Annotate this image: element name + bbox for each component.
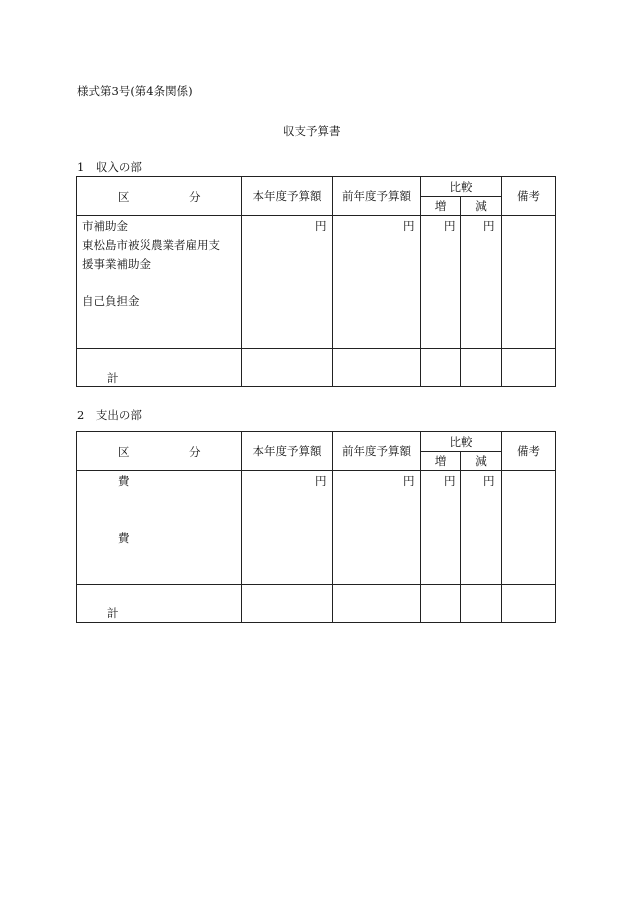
income-header-decrease: 減 bbox=[475, 199, 487, 213]
expense-col-line bbox=[76, 431, 77, 623]
expense-col-line bbox=[555, 431, 556, 623]
expense-header-decrease: 減 bbox=[475, 454, 487, 468]
income-header-increase: 増 bbox=[434, 199, 447, 213]
expense-unit-decrease: 円 bbox=[483, 474, 495, 488]
income-header-bottom-border bbox=[76, 215, 556, 216]
expense-body-bottom-border bbox=[76, 584, 556, 585]
expense-section-title: 2 支出の部 bbox=[77, 408, 142, 422]
expense-header-kubun-right: 分 bbox=[189, 445, 201, 459]
income-unit-current: 円 bbox=[315, 219, 327, 233]
expense-unit-current: 円 bbox=[315, 474, 327, 488]
document-title: 収支予算書 bbox=[283, 124, 341, 138]
income-col-line bbox=[460, 196, 461, 387]
income-unit-increase: 円 bbox=[444, 219, 456, 233]
expense-header-kubun-left: 区 bbox=[118, 445, 130, 459]
expense-header-increase: 増 bbox=[434, 454, 447, 468]
expense-unit-previous: 円 bbox=[403, 474, 415, 488]
expense-item: 費 bbox=[118, 531, 130, 545]
income-item: 援事業補助金 bbox=[82, 257, 151, 271]
income-header-previous-budget: 前年度予算額 bbox=[342, 189, 411, 203]
income-section-title: 1 収入の部 bbox=[77, 160, 142, 174]
expense-header-compare: 比較 bbox=[449, 434, 473, 449]
expense-header-bottom-border bbox=[76, 470, 556, 471]
income-header-compare: 比較 bbox=[449, 179, 473, 194]
income-unit-decrease: 円 bbox=[483, 219, 495, 233]
income-header-kubun-left: 区 bbox=[118, 190, 130, 204]
income-header-current-budget: 本年度予算額 bbox=[252, 189, 322, 203]
income-item: 東松島市被災農業者雇用支 bbox=[82, 238, 220, 252]
income-col-line bbox=[76, 176, 77, 387]
income-item: 市補助金 bbox=[82, 219, 128, 233]
expense-col-line bbox=[460, 451, 461, 623]
form-label: 様式第3号(第4条関係) bbox=[77, 84, 193, 98]
income-header-remarks: 備考 bbox=[517, 189, 540, 203]
income-header-kubun-right: 分 bbox=[189, 190, 201, 204]
expense-table-bottom-border bbox=[76, 622, 556, 623]
income-unit-previous: 円 bbox=[403, 219, 415, 233]
expense-header-current-budget: 本年度予算額 bbox=[252, 444, 322, 458]
expense-header-remarks: 備考 bbox=[517, 444, 540, 458]
income-item: 自己負担金 bbox=[82, 294, 140, 308]
income-total-label: 計 bbox=[107, 371, 119, 385]
expense-item: 費 bbox=[118, 474, 130, 488]
expense-unit-increase: 円 bbox=[444, 474, 456, 488]
income-col-line bbox=[555, 176, 556, 387]
income-table-bottom-border bbox=[76, 386, 556, 387]
income-body-bottom-border bbox=[76, 348, 556, 349]
expense-header-previous-budget: 前年度予算額 bbox=[342, 444, 411, 458]
expense-total-label: 計 bbox=[107, 606, 119, 620]
